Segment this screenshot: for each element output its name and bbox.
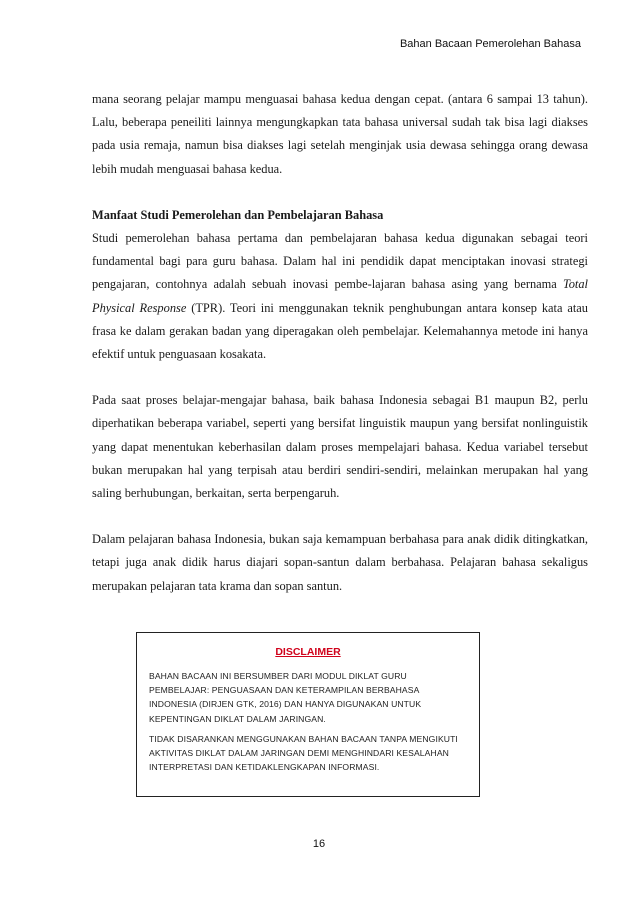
- paragraph-gap: [92, 505, 588, 528]
- section-heading: Manfaat Studi Pemerolehan dan Pembelajaran Bahasa: [92, 207, 384, 222]
- paragraph-manfaat-part1: Studi pemerolehan bahasa pertama dan pembelajaran bahasa kedua digunakan sebagai teori fundamental bagi para guru bahasa. Dalam hal ini pendidik dapat menciptakan inovasi strategi pengajaran, contohnya adalah sebuah inovasi pembe-lajaran bahasa asing yang bernama: [92, 231, 588, 292]
- paragraph-gap: [92, 181, 588, 204]
- running-header: Bahan Bacaan Pemerolehan Bahasa: [399, 38, 581, 50]
- paragraph-intro: mana seorang pelajar mampu menguasai bahasa kedua dengan cepat. (antara 6 sampai 13 tahun). Lalu, beberapa peneiliti lainnya mengungkapkan tata bahasa universal sudah tak bisa lagi diakses pada usia remaja, namun bisa diakses lagi setelah menginjak usia dewasa sehingga orang dewasa lebih mudah menguasai bahasa kedua.: [92, 92, 588, 176]
- paragraph-manfaat: [92, 227, 588, 366]
- paragraph-variabel: Pada saat proses belajar-mengajar bahasa, baik bahasa Indonesia sebagai B1 maupun B2, perlu diperhatikan beberapa variabel, seperti yang bersifat linguistik maupun yang bersifat nonlinguistik yang dapat menentukan keberhasilan dalam proses mempelajari bahasa. Kedua variabel tersebut bukan merupakan hal yang terpisah atau berdiri sendiri-sendiri, melainkan merupakan hal yang saling berhubungan, berkaitan, serta berpengaruh.: [92, 393, 588, 501]
- disclaimer-box: [136, 632, 480, 797]
- page-number: 16: [312, 838, 326, 850]
- disclaimer-title: DISCLAIMER: [275, 646, 341, 658]
- body-text: [92, 88, 588, 598]
- paragraph-gap: [92, 366, 588, 389]
- paragraph-manfaat-part2: (TPR). Teori ini menggunakan teknik penghubungan antara konsep kata atau frasa ke dalam gerakan badan yang diperagakan oleh pembelajar. Kelemahannya metode ini hanya efektif untuk penguasaan kosakata.: [92, 300, 588, 362]
- tpr-term: Total Physical Response: [92, 277, 588, 315]
- disclaimer-warning-text: TIDAK DISARANKAN MENGGUNAKAN BAHAN BACAAN TANPA MENGIKUTI AKTIVITAS DIKLAT DALAM JARINGAN DEMI MENGHINDARI KESALAHAN INTERPRETASI DAN KETIDAKLENGKAPAN INFORMASI.: [149, 733, 458, 773]
- paragraph-sopan-santun: Dalam pelajaran bahasa Indonesia, bukan saja kemampuan berbahasa para anak didik ditingkatkan, tetapi juga anak didik harus diajari sopan-santun dalam berbahasa. Pelajaran bahasa sekaligus merupakan pelajaran tata krama dan sopan santun.: [92, 532, 588, 593]
- disclaimer-source-text: BAHAN BACAAN INI BERSUMBER DARI MODUL DIKLAT GURU PEMBELAJAR: PENGUASAAN DAN KETERAMPILAN BERBAHASA INDONESIA (DIRJEN GTK, 2016) DAN HANYA DIGUNAKAN UNTUK KEPENTINGAN DIKLAT DALAM JARINGAN.: [149, 671, 422, 724]
